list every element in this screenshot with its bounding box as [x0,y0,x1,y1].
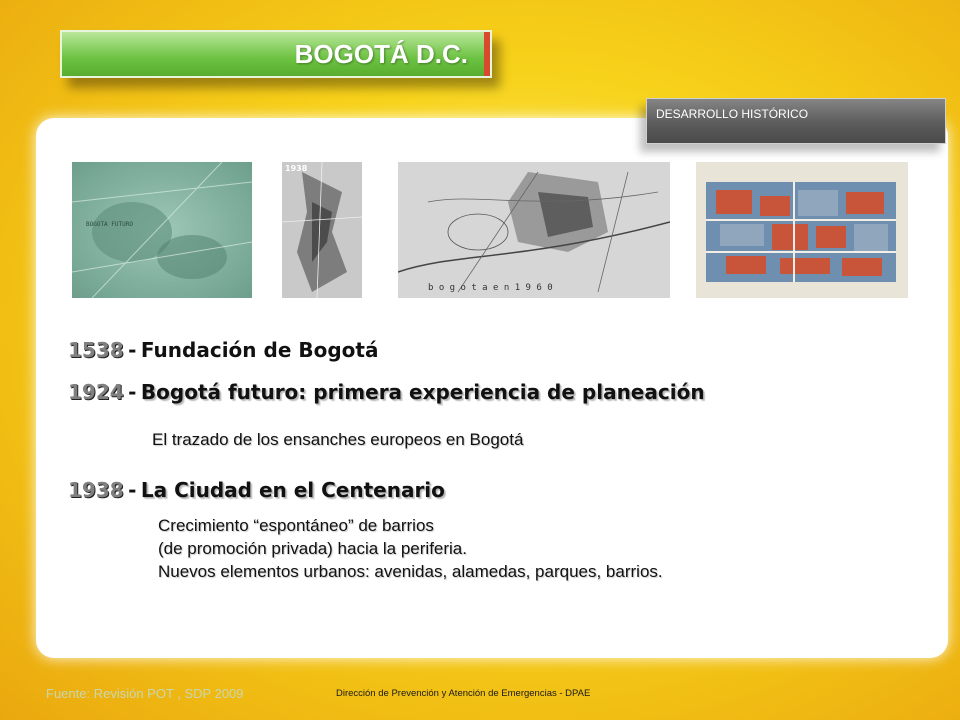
timeline-detail-line: Crecimiento “espontáneo” de barrios [158,516,434,535]
image-plano-urbanistico-color [696,162,908,298]
timeline-detail-line: El trazado de los ensanches europeos en Bogotá [152,430,524,449]
image-label: BOGOTA FUTURO [86,221,133,228]
timeline-entry-1924 [68,380,705,404]
timeline-year: 1538 [68,338,124,362]
page-title: BOGOTÁ D.C. [294,39,468,69]
timeline-separator: - [128,478,137,502]
timeline-detail-line: (de promoción privada) hacia la periferia. [158,539,467,558]
section-label: DESARROLLO HISTÓRICO [656,107,809,121]
timeline-details-1938 [158,514,663,583]
footer-organization: Dirección de Prevención y Atención de Emergencias - DPAE [336,688,591,699]
timeline-heading: La Ciudad en el Centenario [140,478,445,502]
section-tab [646,98,946,144]
footer-source: Fuente: Revisión POT , SDP 2009 [46,686,244,701]
image-plano-bogota-1960 [398,162,670,298]
timeline-heading: Fundación de Bogotá [140,338,379,362]
image-label: 1938 [285,164,308,173]
timeline-heading: Bogotá futuro: primera experiencia de planeación [140,380,705,404]
title-accent-stripe [484,32,490,76]
timeline-entry-1538 [68,338,378,362]
timeline-details-1924 [152,428,523,451]
image-label: b o g o t a e n 1 9 6 0 [428,283,553,293]
title-banner [60,30,492,78]
timeline-year: 1938 [68,478,124,502]
timeline-separator: - [128,338,137,362]
image-mapa-1938 [282,162,362,298]
timeline-separator: - [128,380,137,404]
image-mapa-bogota-futuro [72,162,252,298]
timeline-entry-1938 [68,478,445,502]
timeline-year: 1924 [68,380,124,404]
timeline-detail-line: Nuevos elementos urbanos: avenidas, alamedas, parques, barrios. [158,562,663,581]
